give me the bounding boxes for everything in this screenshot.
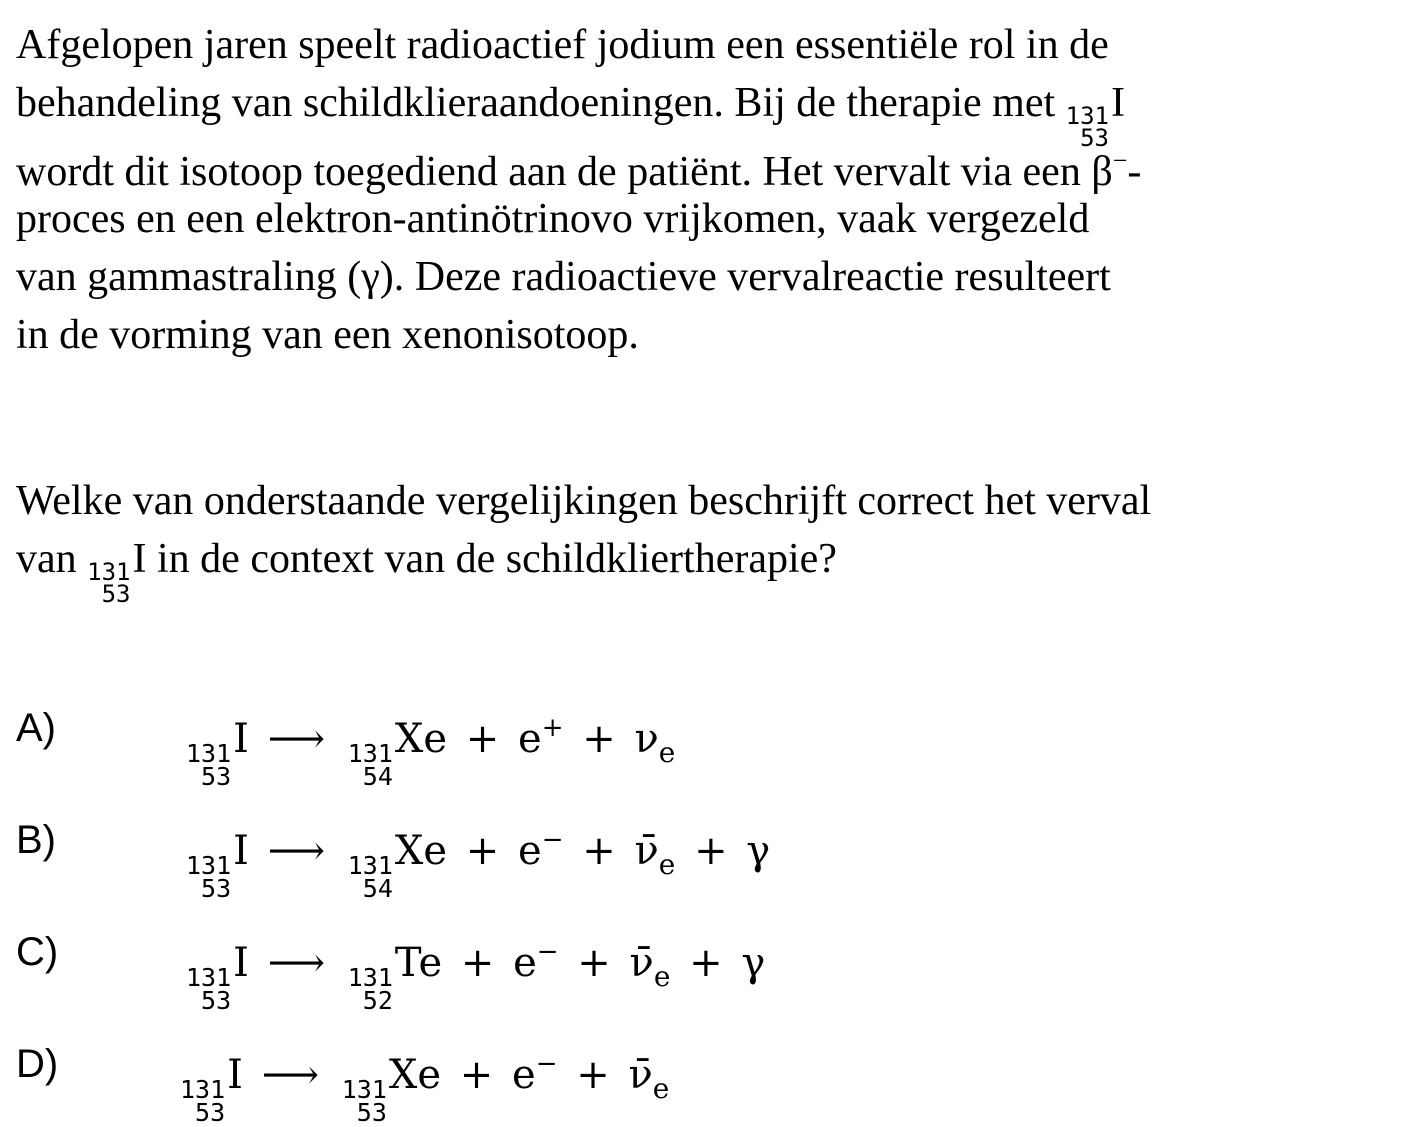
- daughter-atomic-number: 54: [362, 874, 393, 903]
- element-symbol: I: [132, 536, 147, 582]
- iodine-nuclide-notation: [87, 558, 131, 608]
- neutrino-symbol: ν: [634, 716, 659, 762]
- decay-equation: [186, 810, 771, 903]
- question-text: [16, 472, 1416, 608]
- parent-mass-number: 131: [186, 963, 232, 992]
- intro-line-2-text: behandeling van schildklieraandoeningen. Bij de therapie met: [16, 80, 1056, 126]
- option-letter: B): [16, 818, 56, 862]
- daughter-mass-number: 131: [347, 963, 393, 992]
- daughter-symbol: Xe: [394, 828, 448, 874]
- daughter-nuclide: [341, 1075, 387, 1127]
- electron-charge: −: [535, 1049, 558, 1079]
- answer-option-c[interactable]: [16, 922, 1416, 1015]
- daughter-mass-number: 131: [347, 851, 393, 880]
- beta-minus-superscript: −: [1112, 146, 1128, 175]
- daughter-mass-number: 131: [341, 1075, 387, 1104]
- option-letter: D): [16, 1042, 59, 1086]
- plus-sign: +: [465, 828, 500, 874]
- intro-line-4: proces en een elektron-antinötrinovo vrijkomen, vaak vergezeld: [16, 196, 1090, 242]
- neutrino-subscript: e: [658, 848, 676, 881]
- reaction-arrow-icon: ⟶: [267, 828, 326, 874]
- electron-charge: −: [541, 825, 564, 855]
- antineutrino-symbol: ν̄: [629, 940, 654, 986]
- intro-line-6: in de vorming van een xenonisotoop.: [16, 312, 639, 358]
- intro-line-3-tail: -: [1127, 149, 1142, 195]
- plus-sign: +: [689, 940, 723, 986]
- reaction-arrow-icon: ⟶: [267, 716, 326, 762]
- parent-symbol: I: [233, 828, 249, 874]
- daughter-nuclide: [347, 739, 393, 791]
- parent-symbol: I: [233, 940, 249, 986]
- antineutrino-symbol: ν̄: [634, 828, 659, 874]
- daughter-symbol: Xe: [394, 716, 448, 762]
- neutrino-subscript: e: [653, 960, 671, 993]
- answer-option-b[interactable]: [16, 810, 1416, 903]
- parent-nuclide: [186, 963, 232, 1015]
- element-symbol: I: [1111, 80, 1126, 126]
- daughter-symbol: Te: [394, 940, 443, 986]
- atomic-number: 53: [101, 580, 131, 608]
- intro-line-5: van gammastraling (γ). Deze radioactieve vervalreactie resulteert: [16, 254, 1111, 300]
- intro-line-3-text: wordt dit isotoop toegediend aan de patiënt. Het vervalt via een β: [16, 149, 1113, 195]
- daughter-atomic-number: 52: [362, 986, 393, 1015]
- electron-charge: +: [541, 713, 564, 743]
- electron-charge: −: [536, 937, 559, 967]
- electron-symbol: e: [513, 940, 537, 986]
- parent-symbol: I: [227, 1052, 243, 1098]
- neutrino-subscript: e: [652, 1072, 670, 1105]
- electron-symbol: e: [512, 1052, 536, 1098]
- answer-option-a[interactable]: [16, 698, 1416, 791]
- question-line-1: Welke van onderstaande vergelijkingen beschrijft correct het verval: [16, 478, 1152, 524]
- plus-sign: +: [582, 716, 616, 762]
- plus-sign: +: [694, 828, 728, 874]
- parent-atomic-number: 53: [195, 1098, 226, 1127]
- parent-mass-number: 131: [186, 739, 232, 768]
- plus-sign: +: [577, 940, 611, 986]
- parent-symbol: I: [233, 716, 249, 762]
- plus-sign: +: [460, 940, 495, 986]
- mass-number: 131: [1065, 102, 1110, 130]
- atomic-number: 53: [1080, 124, 1110, 152]
- parent-atomic-number: 53: [201, 986, 232, 1015]
- daughter-atomic-number: 54: [362, 762, 393, 791]
- option-letter: A): [16, 706, 56, 750]
- plus-sign: +: [465, 716, 500, 762]
- intro-line-3: [16, 132, 1416, 195]
- antineutrino-symbol: ν̄: [628, 1052, 653, 1098]
- decay-equation: [186, 698, 676, 791]
- parent-mass-number: 131: [180, 1075, 226, 1104]
- answer-option-d[interactable]: [16, 1034, 1416, 1127]
- gamma-symbol: γ: [741, 940, 766, 986]
- daughter-mass-number: 131: [347, 739, 393, 768]
- reaction-arrow-icon: ⟶: [267, 940, 326, 986]
- gamma-symbol: γ: [746, 828, 771, 874]
- parent-atomic-number: 53: [201, 874, 232, 903]
- question-suffix: in de context van de schildkliertherapie?: [157, 536, 837, 582]
- electron-symbol: e: [518, 828, 542, 874]
- plus-sign: +: [576, 1052, 610, 1098]
- daughter-atomic-number: 53: [356, 1098, 387, 1127]
- plus-sign: +: [582, 828, 616, 874]
- daughter-nuclide: [347, 851, 393, 903]
- parent-atomic-number: 53: [201, 762, 232, 791]
- parent-mass-number: 131: [186, 851, 232, 880]
- daughter-symbol: Xe: [388, 1052, 442, 1098]
- decay-equation: [186, 922, 766, 1015]
- intro-line-2: [16, 74, 1416, 152]
- question-line-2: [16, 530, 1416, 608]
- option-letter: C): [16, 930, 59, 974]
- electron-symbol: e: [518, 716, 542, 762]
- decay-equation: [180, 1034, 670, 1127]
- plus-sign: +: [459, 1052, 494, 1098]
- reaction-arrow-icon: ⟶: [261, 1052, 320, 1098]
- daughter-nuclide: [347, 963, 393, 1015]
- parent-nuclide: [186, 851, 232, 903]
- mass-number: 131: [87, 558, 131, 586]
- intro-line-1: Afgelopen jaren speelt radioactief jodium een essentiële rol in de: [16, 22, 1109, 68]
- question-prefix: van: [16, 536, 77, 582]
- parent-nuclide: [186, 739, 232, 791]
- neutrino-subscript: e: [658, 736, 676, 769]
- intro-paragraph: [16, 16, 1416, 364]
- parent-nuclide: [180, 1075, 226, 1127]
